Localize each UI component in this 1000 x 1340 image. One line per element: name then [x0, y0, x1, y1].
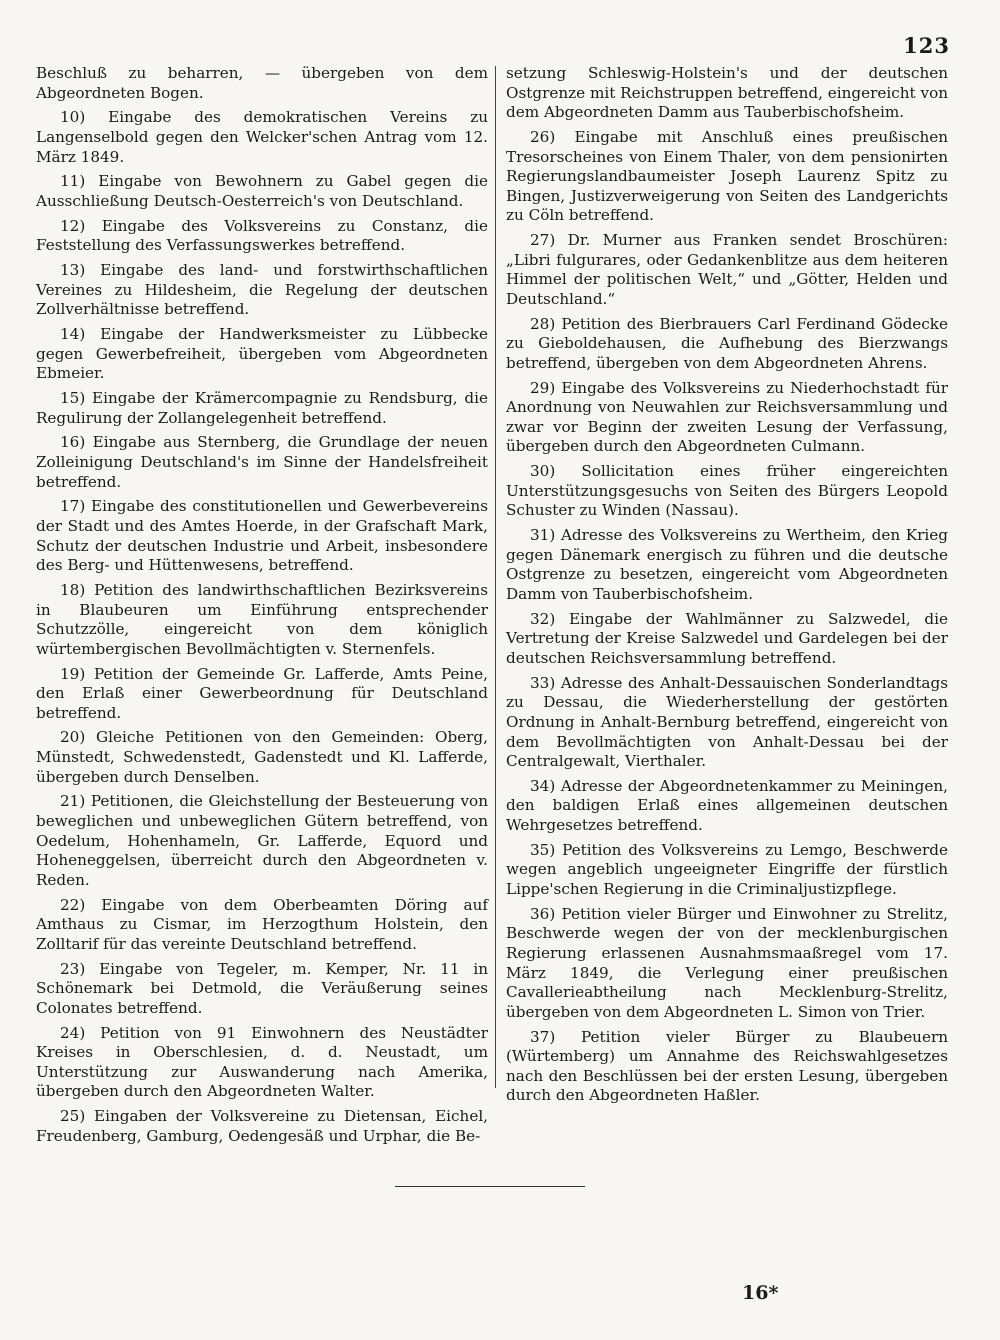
petition-entry: 20) Gleiche Petitionen von den Gemeinden: Oberg, Münstedt, Schwedenstedt, Gadenstedt und Kl. Lafferde, übergeben durch Denselben.	[36, 728, 488, 786]
page-number: 123	[903, 33, 950, 58]
petition-entry: 35) Petition des Volksvereins zu Lemgo, Beschwerde wegen angeblich ungeeigneter Eingriffe der fürstlich Lippe'schen Regierung in die Criminaljustizpflege.	[506, 840, 948, 899]
petition-entry: 14) Eingabe der Handwerksmeister zu Lübbecke gegen Gewerbefreiheit, übergeben vom Abgeordneten Ebmeier.	[36, 325, 488, 383]
petition-entry: 27) Dr. Murner aus Franken sendet Broschüren: „Libri fulgurares, oder Gedankenblitze aus dem heiteren Himmel der politischen Welt,“ und „Götter, Helden und Deutschland.“	[506, 231, 948, 308]
petition-entry: 16) Eingabe aus Sternberg, die Grundlage der neuen Zolleinigung Deutschland's im Sinne der Handelsfreiheit betreffend.	[36, 433, 488, 491]
petition-entry: 21) Petitionen, die Gleichstellung der Besteuerung von beweglichen und unbeweglichen Gütern betreffend, von Oedelum, Hohenhameln, Gr. Lafferde, Equord und Hoheneggelsen, überreicht durch den Abgeordneten v. Reden.	[36, 792, 488, 889]
entry-continuation: setzung Schleswig-Holstein's und der deutschen Ostgrenze mit Reichstruppen betreffend, eingereicht von dem Abgeordneten Damm aus Tauberbischofsheim.	[506, 64, 948, 122]
petition-entry: 15) Eingabe der Krämercompagnie zu Rendsburg, die Regulirung der Zollangelegenheit betreffend.	[36, 389, 488, 427]
petition-entry: 24) Petition von 91 Einwohnern des Neustädter Kreises in Oberschlesien, d. d. Neustadt, um Unterstützung zur Auswanderung nach Amerika, übergeben durch den Abgeordneten Walter.	[36, 1023, 488, 1101]
petition-entry: 32) Eingabe der Wahlmänner zu Salzwedel, die Vertretung der Kreise Salzwedel und Gardelegen bei der deutschen Reichsversammlung betreffend.	[506, 609, 948, 667]
petition-entry: 26) Eingabe mit Anschluß eines preußischen Tresorscheines von Einem Thaler, von dem pensionirten Regierungslandbaumeister Joseph Laurenz Spitz zu Bingen, Justizverweigerung von Seiten des Landgerichts zu Cöln betreffend.	[506, 127, 948, 225]
petition-entry: 25) Eingaben der Volksvereine zu Dietensan, Eichel, Freudenberg, Gamburg, Oedengesäß und Urphar, die Be-	[36, 1107, 488, 1145]
entry-continuation: Beschluß zu beharren, — übergeben von dem Abgeordneten Bogen.	[36, 64, 488, 102]
petition-entry: 36) Petition vieler Bürger und Einwohner zu Strelitz, Beschwerde wegen der von der mecklenburgischen Regierung erlassenen Ausnahmsmaaßregel vom 17. März 1849, die Verlegung einer preußischen Cavallerieabtheilung nach Mecklenburg-Strelitz, übergeben von dem Abgeordneten L. Simon von Trier.	[506, 904, 948, 1021]
petition-entry: 22) Eingabe von dem Oberbeamten Döring auf Amthaus zu Cismar, im Herzogthum Holstein, den Zolltarif für das vereinte Deutschland betreffend.	[36, 895, 488, 953]
petition-entry: 37) Petition vieler Bürger zu Blaubeuern (Würtemberg) um Annahme des Reichswahlgesetzes nach den Beschlüssen bei der ersten Lesung, übergeben durch den Abgeordneten Haßler.	[506, 1027, 948, 1105]
petition-entry: 11) Eingabe von Bewohnern zu Gabel gegen die Ausschließung Deutsch-Oesterreich's von Deutschland.	[36, 172, 488, 210]
petition-entry: 30) Sollicitation eines früher eingereichten Unterstützungsgesuchs von Seiten des Bürgers Leopold Schuster zu Winden (Nassau).	[506, 462, 948, 520]
petition-entry: 19) Petition der Gemeinde Gr. Lafferde, Amts Peine, den Erlaß einer Gewerbeordnung für Deutschland betreffend.	[36, 664, 488, 722]
right-column	[506, 64, 948, 1111]
petition-entry: 34) Adresse der Abgeordnetenkammer zu Meiningen, den baldigen Erlaß eines allgemeinen deutschen Wehrgesetzes betreffend.	[506, 776, 948, 835]
petition-entry: 10) Eingabe des demokratischen Vereins zu Langenselbold gegen den Welcker'schen Antrag vom 12. März 1849.	[36, 108, 488, 166]
petition-entry: 18) Petition des landwirthschaftlichen Bezirksvereins in Blaubeuren um Einführung entsprechender Schutzzölle, eingereicht von dem königlich würtembergischen Bevollmächtigten v. Sternenfels.	[36, 580, 488, 658]
bottom-rule	[395, 1186, 585, 1187]
petition-entry: 31) Adresse des Volksvereins zu Wertheim, den Krieg gegen Dänemark energisch zu führen und die deutsche Ostgrenze zu besetzen, eingereicht vom Abgeordneten Damm von Tauberbischofsheim.	[506, 526, 948, 603]
sheet-signature: 16*	[742, 1282, 779, 1304]
petition-entry: 23) Eingabe von Tegeler, m. Kemper, Nr. 11 in Schönemark bei Detmold, die Veräußerung seines Colonates betreffend.	[36, 959, 488, 1017]
petition-entry: 13) Eingabe des land- und forstwirthschaftlichen Vereines zu Hildesheim, die Regelung der deutschen Zollverhältnisse betreffend.	[36, 261, 488, 319]
petition-entry: 33) Adresse des Anhalt-Dessauischen Sonderlandtags zu Dessau, die Wiederherstellung der gestörten Ordnung in Anhalt-Bernburg betreffend, eingereicht von dem Bevollmächtigten von Anhalt-Dessau bei der Centralgewalt, Vierthaler.	[506, 673, 948, 771]
petition-entry: 12) Eingabe des Volksvereins zu Constanz, die Feststellung des Verfassungswerkes betreffend.	[36, 216, 488, 255]
petition-entry: 29) Eingabe des Volksvereins zu Niederhochstadt für Anordnung von Neuwahlen zur Reichsversammlung und zwar vor Beginn der zweiten Lesung der Verfassung, übergeben durch den Abgeordneten Culmann.	[506, 378, 948, 456]
column-divider	[495, 66, 496, 1088]
petition-entry: 17) Eingabe des constitutionellen und Gewerbevereins der Stadt und des Amtes Hoerde, in der Grafschaft Mark, Schutz der deutschen Industrie und Arbeit, insbesondere des Berg- und Hüttenwesens, betreffend.	[36, 497, 488, 575]
petition-entry: 28) Petition des Bierbrauers Carl Ferdinand Gödecke zu Gieboldehausen, die Aufhebung des Bierzwangs betreffend, übergeben von dem Abgeordneten Ahrens.	[506, 314, 948, 372]
left-column	[36, 64, 488, 1151]
